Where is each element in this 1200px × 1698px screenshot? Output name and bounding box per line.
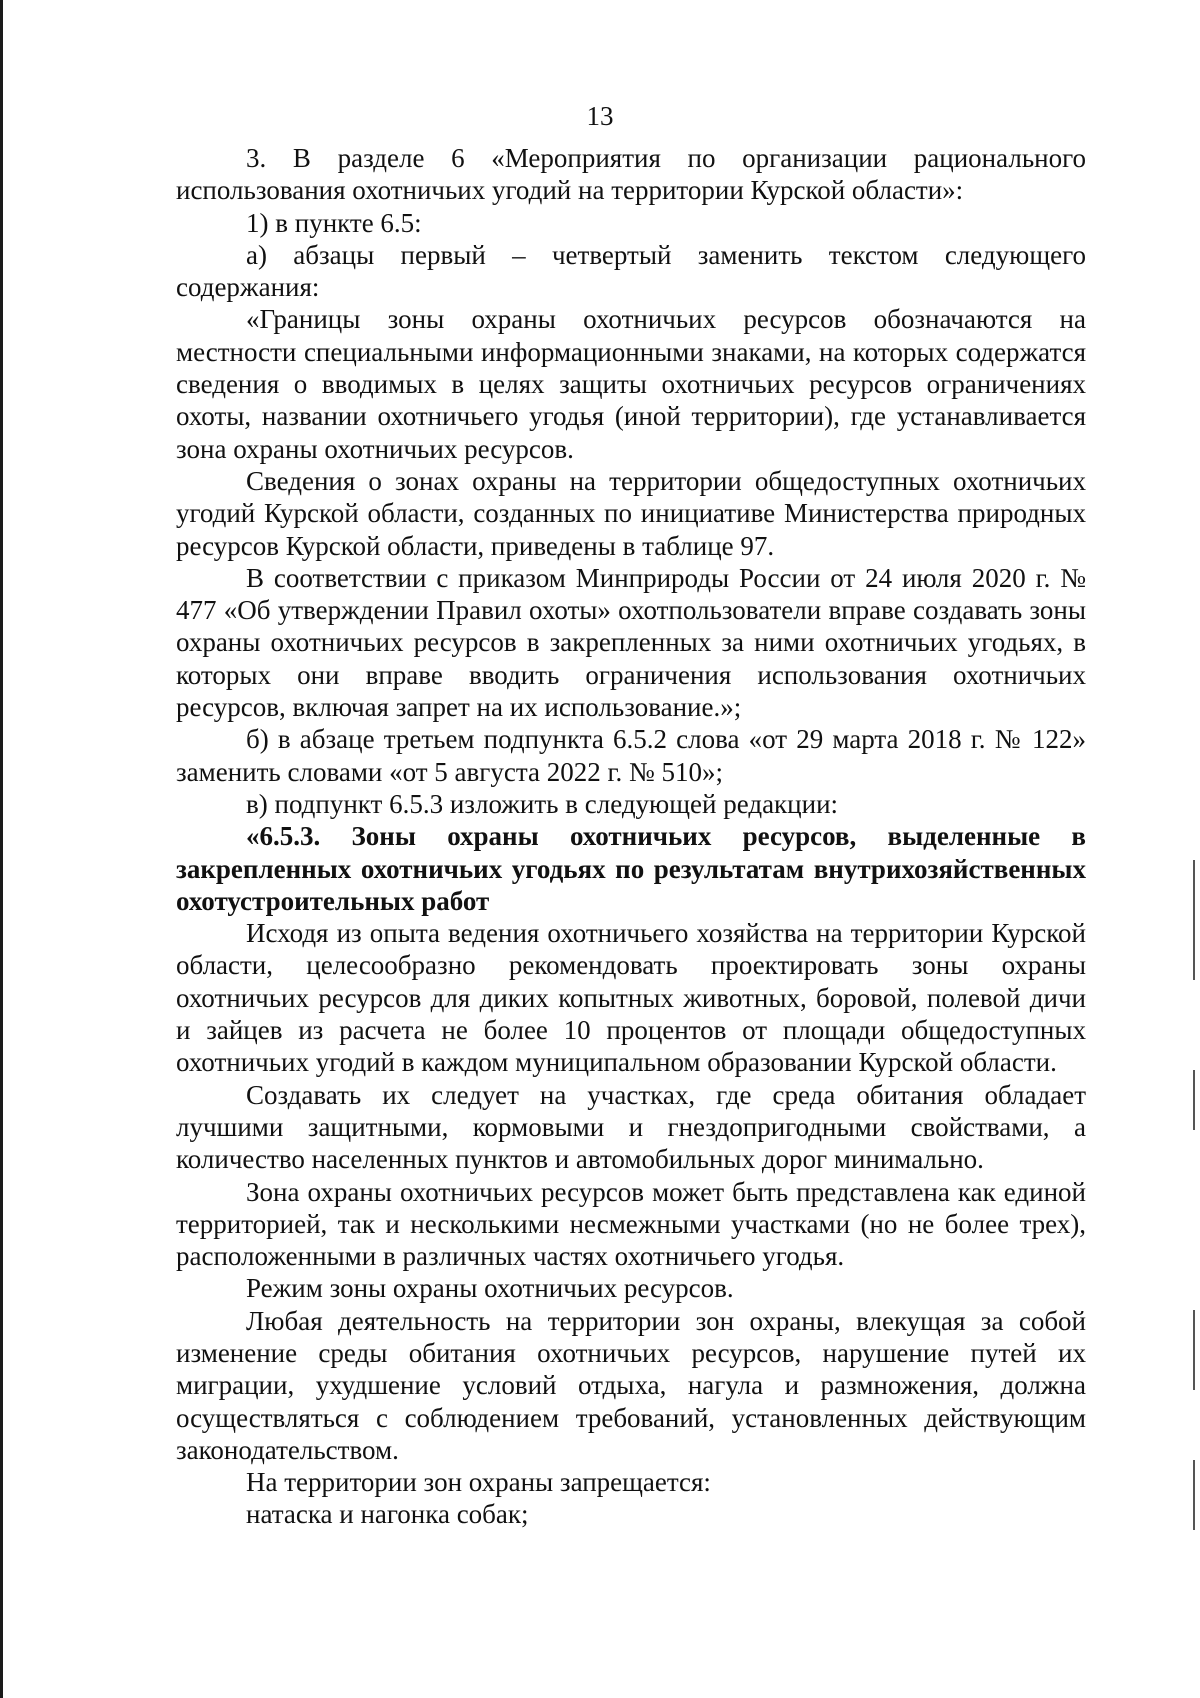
scan-artifact-mark — [1193, 1460, 1195, 1530]
paragraph: 1) в пункте 6.5: — [246, 207, 422, 238]
paragraph: Любая деятельность на территории зон охраны, влекущая за собой изменение среды обитания охотничьих ресурсов, нарушение путей их миграции, ухудшение условий отдыха, нагула и размножения, должна осуществляться с соблюдением требований, установленных действующим законодательством. — [176, 1305, 1086, 1465]
paragraph: а) абзацы первый – четвертый заменить текстом следующего содержания: — [176, 239, 1086, 303]
paragraph: Исходя из опыта ведения охотничьего хозяйства на территории Курской области, целесообразно рекомендовать проектировать зоны охраны охотничьих ресурсов для диких копытных животных, боровой, полевой дичи и зайцев из расчета не более 10 процентов от площади общедоступных охотничьих угодий в каждом муниципальном образовании Курской области. — [176, 918, 1086, 1078]
paragraph: в) подпункт 6.5.3 изложить в следующей редакции: — [246, 788, 839, 819]
paragraph: 3. В разделе 6 «Мероприятия по организации рационального использования охотничьих угодий на территории Курской области»: — [176, 143, 1086, 206]
scan-artifact-mark — [1193, 1310, 1195, 1390]
page-number: 13 — [586, 101, 614, 131]
paragraph: Сведения о зонах охраны на территории общедоступных охотничьих угодий Курской области, созданных по инициативе Министерства природных ресурсов Курской области, приведены в таблице 97. — [176, 465, 1086, 561]
section-heading: «6.5.3. Зоны охраны охотничьих ресурсов, выделенные в закрепленных охотничьих угодьях по результатам внутрихозяйственных охотустроительных работ — [176, 821, 1086, 916]
document-body — [176, 142, 1086, 1531]
paragraph: натаска и нагонка собак; — [246, 1499, 529, 1530]
scan-artifact-mark — [1193, 1070, 1195, 1130]
paragraph: «Границы зоны охраны охотничьих ресурсов обозначаются на местности специальными информационными знаками, на которых содержатся сведения о вводимых в целях защиты охотничьих ресурсов ограничениях охоты, названии охотничьего угодья (иной территории), где устанавливается зона охраны охотничьих ресурсов. — [176, 304, 1086, 464]
paragraph: В соответствии с приказом Минприроды России от 24 июля 2020 г. № 477 «Об утверждении Правил охоты» охотпользователи вправе создавать зоны охраны охотничьих ресурсов в закрепленных за ними охотничьих угодьях, в которых они вправе вводить ограничения использования охотничьих ресурсов, включая запрет на их использование.»; — [176, 562, 1086, 723]
paragraph: б) в абзаце третьем подпункта 6.5.2 слова «от 29 марта 2018 г. № 122» заменить словами «от 5 августа 2022 г. № 510»; — [176, 724, 1086, 787]
scan-left-edge — [0, 0, 3, 1698]
scan-artifact-mark — [1193, 860, 1195, 980]
paragraph: Зона охраны охотничьих ресурсов может быть представлена как единой территорией, так и несколькими несмежными участками (но не более трех), расположенными в различных частях охотничьего угодья. — [176, 1176, 1086, 1272]
paragraph: Режим зоны охраны охотничьих ресурсов. — [246, 1273, 734, 1304]
paragraph: На территории зон охраны запрещается: — [246, 1467, 711, 1498]
paragraph: Создавать их следует на участках, где среда обитания обладает лучшими защитными, кормовыми и гнездопригодными свойствами, а количество населенных пунктов и автомобильных дорог минимально. — [176, 1079, 1086, 1175]
